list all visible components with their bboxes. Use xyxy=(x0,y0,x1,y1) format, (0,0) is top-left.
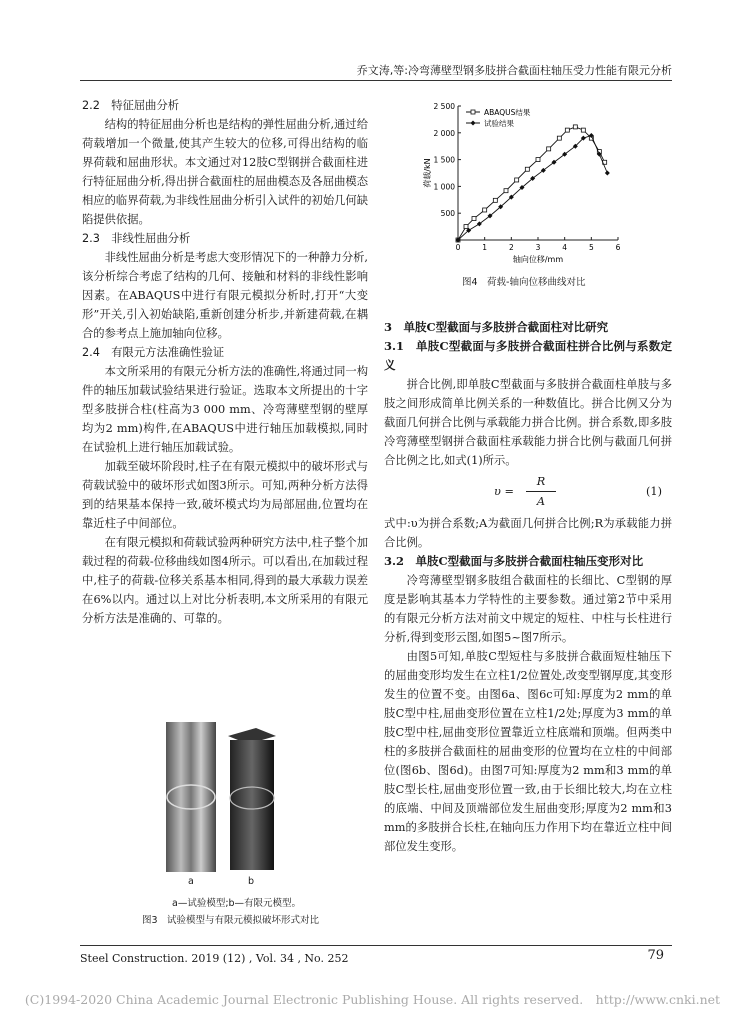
x-tick-label: 4 xyxy=(562,243,568,252)
y-tick-label: 2 500 xyxy=(433,102,455,111)
x-tick-label: 6 xyxy=(615,243,621,252)
x-tick-label: 3 xyxy=(535,243,541,252)
data-point-square xyxy=(581,128,585,132)
figure-3-subcaption: a—试验模型;b—有限元模型。 xyxy=(172,898,302,909)
right-column xyxy=(384,318,672,856)
figure-3-caption: 图3 试验模型与有限元模拟破坏形式对比 xyxy=(142,915,320,926)
data-point-square xyxy=(504,189,508,193)
journal-info: Steel Construction. 2019 (12) , Vol. 34 , No. 252 xyxy=(80,952,349,965)
fe-model xyxy=(230,740,274,870)
data-point-diamond xyxy=(605,171,610,176)
y-tick-label: 2 000 xyxy=(433,128,455,138)
legend-marker-square xyxy=(471,110,475,114)
data-point-square xyxy=(483,208,487,212)
y-tick-label: 1 500 xyxy=(433,155,455,165)
data-point-square xyxy=(565,128,569,132)
figure-3-label-b: b xyxy=(248,876,255,887)
section-3-1-title: 3.1 单肢C型截面与多肢拼合截面柱拼合比例与系数定义 xyxy=(384,339,672,372)
data-point-square xyxy=(536,158,540,162)
x-tick-label: 0 xyxy=(455,243,461,252)
section-2-3-paragraph: 非线性屈曲分析是考虑大变形情况下的一种静力分析,该分析综合考虑了结构的几何、接触和材料的非线性影响因素。在ABAQUS中进行有限元模拟分析时,打开“大变形”开关,引入初始缺陷,重新创建分析步,并新建荷载,在耦合的参考点上施加轴向位移。 xyxy=(82,251,369,340)
page-footer xyxy=(80,945,672,966)
running-title: 乔文涛,等:冷弯薄壁型钢多肢拼合截面柱轴压受力性能有限元分析 xyxy=(356,64,672,77)
figure-3-images xyxy=(80,718,370,888)
x-tick-label: 5 xyxy=(588,243,594,252)
x-tick-label: 2 xyxy=(508,243,514,252)
legend-marker-diamond xyxy=(471,121,476,126)
section-3-2-paragraph-1: 冷弯薄壁型钢多肢组合截面柱的长细比、C型钢的厚度是影响其基本力学特性的主要参数。通过第2节中采用的有限元分析方法对前文中规定的短柱、中柱与长柱进行分析,得到变形云图,如图5~图7所示。 xyxy=(384,574,672,644)
section-2-4-paragraph-3: 在有限元模拟和荷载试验两种研究方法中,柱子整个加载过程的荷载-位移曲线如图4所示。可以看出,在加载过程中,柱子的荷载-位移关系基本相同,得到的最大承载力误差在6%以内。通过以上对比分析表明,本文所采用的有限元分析方法是准确的、可靠的。 xyxy=(82,536,369,625)
y-axis-label: 荷载/kN xyxy=(423,158,432,188)
data-point-square xyxy=(493,198,497,202)
section-2-4-paragraph-2: 加载至破坏阶段时,柱子在有限元模拟中的破坏形式与荷载试验中的破坏形式如图3所示。可知,两种分析方法得到的结果基本保持一致,破坏模式均为局部屈曲,位置均在靠近柱子中间部位。 xyxy=(82,460,369,530)
section-3-1-paragraph-2: 式中:υ为拼合系数;A为截面几何拼合比例;R为承载能力拼合比例。 xyxy=(384,517,672,549)
equation-fraction xyxy=(526,472,556,511)
figure-3-label-a: a xyxy=(188,876,194,887)
section-3-title: 3 单肢C型截面与多肢拼合截面柱对比研究 xyxy=(384,320,609,334)
equation-1 xyxy=(384,472,672,512)
running-header xyxy=(80,56,672,81)
section-2-4-title: 2.4 有限元方法准确性验证 xyxy=(82,346,225,359)
section-2-2-paragraph: 结构的特征屈曲分析也是结构的弹性屈曲分析,通过给荷载增加一个微量,使其产生较大的位移,可得出结构的临界荷载和屈曲形状。本文通过对12肢C型钢拼合截面柱进行特征屈曲分析,得出拼合截面柱的屈曲模态及各屈曲模态相应的临界荷载,为非线性屈曲分析引入试件的初始几何缺陷提供依据。 xyxy=(82,118,369,226)
data-point-square xyxy=(464,225,468,229)
data-point-square xyxy=(472,217,476,221)
section-2-3-title: 2.3 非线性屈曲分析 xyxy=(82,232,191,245)
data-point-square xyxy=(515,178,519,182)
legend-label-0: ABAQUS结果 xyxy=(484,108,531,117)
figure-4-caption: 图4 荷载-轴向位移曲线对比 xyxy=(462,277,586,288)
y-tick-label: 1 000 xyxy=(433,182,455,192)
test-model-photo xyxy=(166,722,216,872)
data-point-square xyxy=(573,125,577,129)
figure-4 xyxy=(418,98,648,288)
page-number: 79 xyxy=(647,948,664,963)
equation-numerator: R xyxy=(526,472,556,492)
section-2-4-paragraph-1: 本文所采用的有限元分析方法的准确性,将通过同一构件的轴压加载试验结果进行验证。选取本文所提出的十字型多肢拼合柱(柱高为3 000 mm、冷弯薄壁型钢的壁厚均为2 mm)构件,在ABAQUS中进行轴压加载模拟,同时在试验机上进行轴压加载试验。 xyxy=(82,365,369,454)
data-point-square xyxy=(525,167,529,171)
equation-denominator: A xyxy=(536,495,546,508)
data-point-square xyxy=(547,147,551,151)
equation-lhs: υ = xyxy=(494,485,514,498)
section-2-2-title: 2.2 特征屈曲分析 xyxy=(82,99,180,112)
y-tick-label: 500 xyxy=(440,209,455,219)
data-point-square xyxy=(557,136,561,140)
left-column xyxy=(82,96,368,628)
copyright-watermark: (C)1994-2020 China Academic Journal Electronic Publishing House. All rights reserved. http://www.cnki.net xyxy=(24,992,721,1007)
load-displacement-chart xyxy=(418,98,648,268)
section-3-1-paragraph-1: 拼合比例,即单肢C型截面与多肢拼合截面柱单肢与多肢之间形成简单比例关系的一种数值比。拼合比例又分为截面几何拼合比例与承载能力拼合比例。拼合系数,即多肢冷弯薄壁型钢拼合截面柱承载能力拼合比例与截面几何拼合比例之比,如式(1)所示。 xyxy=(384,378,672,467)
equation-number: (1) xyxy=(645,485,662,498)
x-axis-label: 轴向位移/mm xyxy=(512,255,564,264)
figure-3 xyxy=(80,718,370,928)
section-3-2-paragraph-2: 由图5可知,单肢C型短柱与多肢拼合截面短柱轴压下的屈曲变形均发生在立柱1/2位置处,改变型钢厚度,其变形发生的位置不变。由图6a、图6c可知:厚度为2 mm的单肢C型中柱,屈曲变形位置在立柱1/2处;厚度为3 mm的单肢C型中柱,屈曲变形位置靠近立柱底端和顶端。但两类中柱的多肢拼合截面柱的屈曲变形的位置均在立柱的中间部位(图6b、图6d)。由图7可知:厚度为2 mm和3 mm的单肢C型长柱,屈曲变形位置一致,由于长细比较大,均在立柱的底端、中间及顶端部位发生屈曲变形;厚度为2 mm和3 mm的多肢拼合长柱,在轴向压力作用下均在靠近立柱中间部位发生变形。 xyxy=(384,650,672,853)
section-3-2-title: 3.2 单肢C型截面与多肢拼合截面柱轴压变形对比 xyxy=(384,554,644,568)
x-tick-label: 1 xyxy=(482,243,488,252)
legend-label-1: 试验结果 xyxy=(484,119,514,128)
